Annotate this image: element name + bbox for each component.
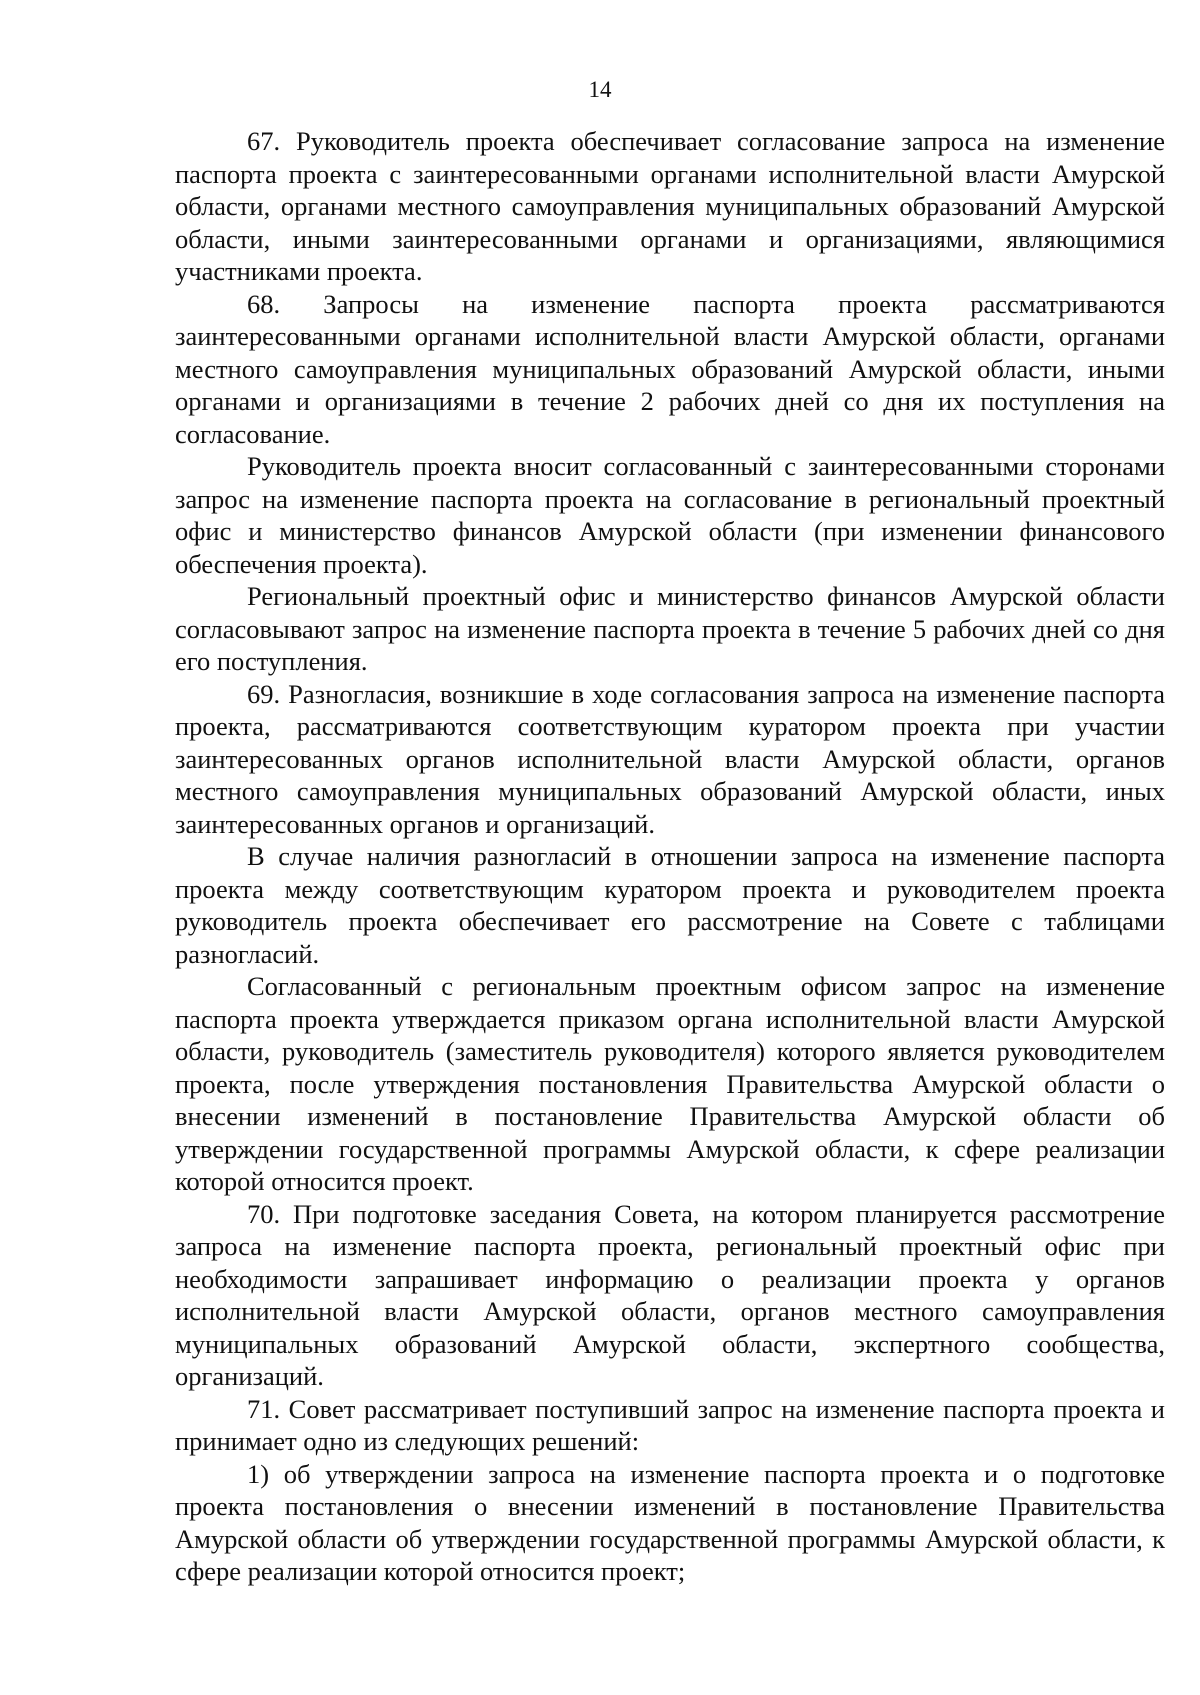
paragraph-68: 68. Запросы на изменение паспорта проекта рассматриваются заинтересованными органами исполнительной власти Амурской области, органами местного самоуправления муниципальных образований Амурской области, иными органами и организациями в течение 2 рабочих дней со дня их поступления на согласование. <box>175 288 1165 449</box>
paragraph-68-submission: Руководитель проекта вносит согласованный с заинтересованными сторонами запрос на изменение паспорта проекта на согласование в региональный проектный офис и министерство финансов Амурской области (при изменении финансового обеспечения проекта). <box>175 451 1165 579</box>
paragraph-71-item-1: 1) об утверждении запроса на изменение паспорта проекта и о подготовке проекта постановления о внесении изменений в постановление Правительства Амурской области об утверждении государственной программы Амурской области, к сфере реализации которой относится проект; <box>175 1458 1165 1586</box>
paragraph-70: 70. При подготовке заседания Совета, на котором планируется рассмотрение запроса на изменение паспорта проекта, региональный проектный офис при необходимости запрашивает информацию о реализации проекта у органов исполнительной власти Амурской области, органов местного самоуправления муниципальных образований Амурской области, экспертного сообщества, организаций. <box>175 1198 1165 1391</box>
paragraph-68-approval: Региональный проектный офис и министерство финансов Амурской области согласовывают запрос на изменение паспорта проекта в течение 5 рабочих дней со дня его поступления. <box>175 581 1165 676</box>
paragraph-67: 67. Руководитель проекта обеспечивает согласование запроса на изменение паспорта проекта с заинтересованными органами исполнительной власти Амурской области, органами местного самоуправления муниципальных образований Амурской области, иными заинтересованными органами и организациями, являющимися участниками проекта. <box>175 126 1165 286</box>
page-number: 14 <box>588 77 612 102</box>
paragraph-69-order: Согласованный с региональным проектным офисом запрос на изменение паспорта проекта утверждается приказом органа исполнительной власти Амурской области, руководитель (заместитель руководителя) которого является руководителем проекта, после утверждения постановления Правительства Амурской области о внесении изменений в постановление Правительства Амурской области об утверждении государственной программы Амурской области, к сфере реализации которой относится проект. <box>175 971 1165 1196</box>
paragraph-71: 71. Совет рассматривает поступивший запрос на изменение паспорта проекта и принимает одно из следующих решений: <box>175 1393 1165 1456</box>
paragraph-69-disagreements: В случае наличия разногласий в отношении запроса на изменение паспорта проекта между соответствующим куратором проекта и руководителем проекта руководитель проекта обеспечивает его рассмотрение на Совете с таблицами разногласий. <box>175 841 1165 969</box>
document-body <box>175 125 1165 1588</box>
paragraph-69: 69. Разногласия, возникшие в ходе согласования запроса на изменение паспорта проекта, рассматриваются соответствующим куратором проекта при участии заинтересованных органов исполнительной власти Амурской области, органов местного самоуправления муниципальных образований Амурской области, иных заинтересованных органов и организаций. <box>175 678 1165 839</box>
